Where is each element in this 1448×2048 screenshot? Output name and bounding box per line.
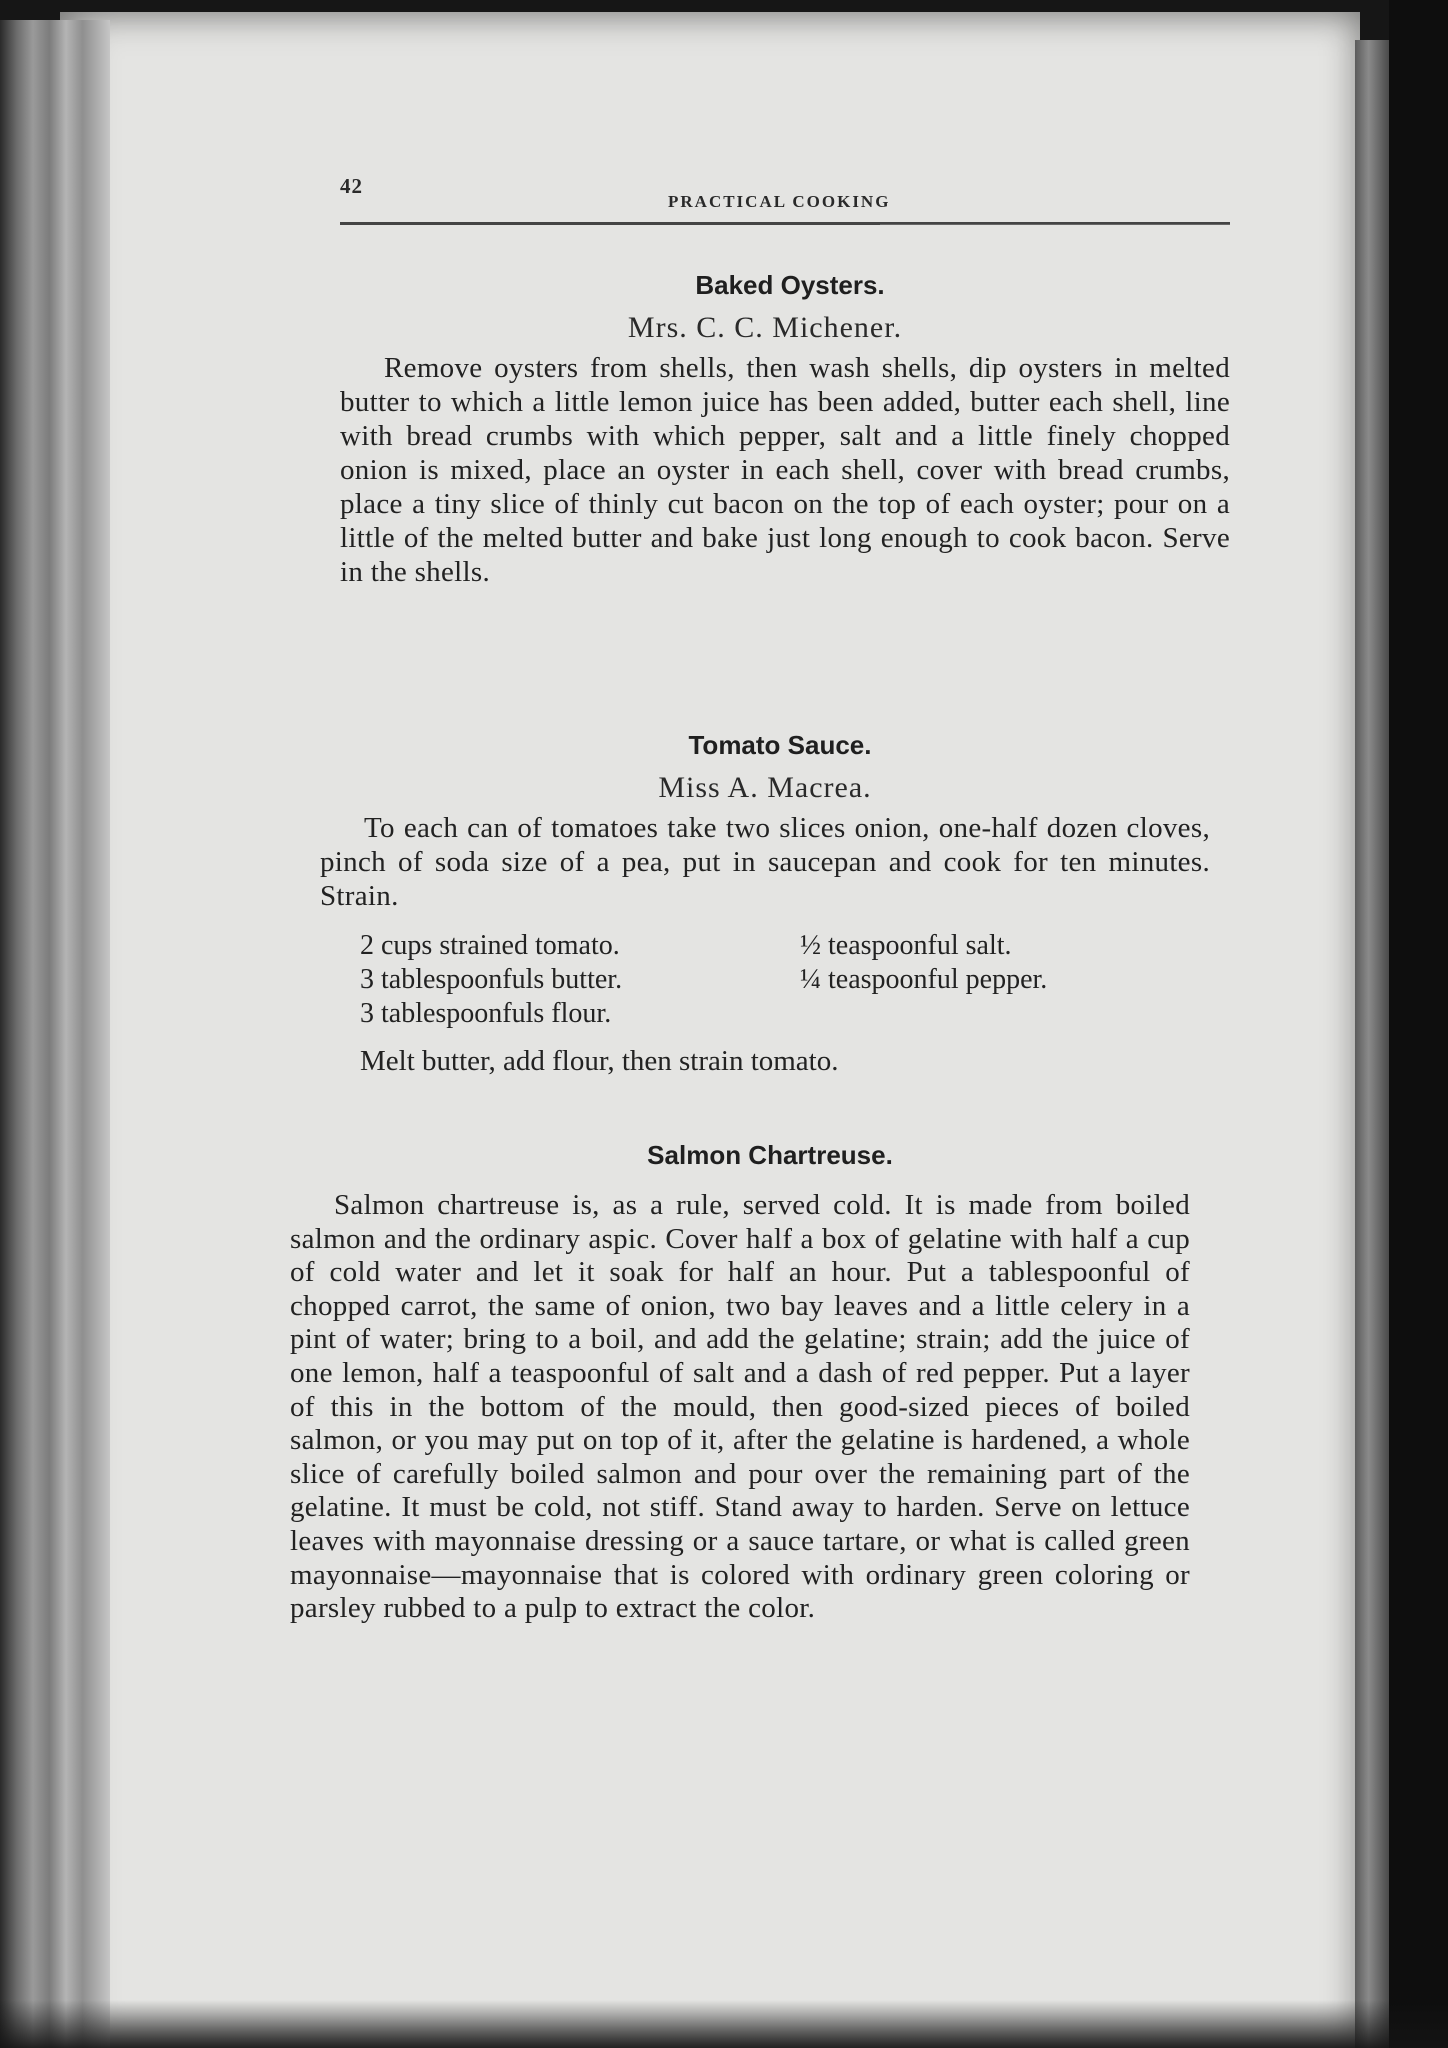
recipe-baked-oysters xyxy=(300,270,1230,589)
page-number: 42 xyxy=(340,174,363,198)
recipe-method: Melt butter, add flour, then strain tomato. xyxy=(360,1045,839,1077)
ingredient-item: 3 tablespoonfuls butter. xyxy=(360,964,623,995)
recipe-title: Salmon Chartreuse. xyxy=(647,1140,893,1170)
ingredient-list xyxy=(360,929,1230,1033)
ingredient-column-left xyxy=(360,929,790,1031)
recipe-title: Baked Oysters. xyxy=(695,270,885,300)
page-fore-edge xyxy=(0,20,110,2048)
recipe-body: Salmon chartreuse is, as a rule, served cold. It is made from boiled salmon and the ordinary aspic. Cover half a box of gelatine with half a cup of cold water and let it soak for half an hour. Put a tablespoonful of chopped carrot, the same of onion, two bay leaves and a little celery in a pint of water; bring to a boil, and add the gelatine; strain; add the juice of one lemon, half a teaspoonful of salt and a dash of red pepper. Put a layer of this in the bottom of the mould, then good-sized pieces of boiled salmon, or you may put on top of it, after the gelatine is hardened, a whole slice of carefully boiled salmon and pour over the remaining part of the gelatine. It must be cold, not stiff. Stand away to harden. Serve on lettuce leaves with mayonnaise dressing or a sauce tartare, or what is called green mayonnaise—mayonnaise that is colored with ordinary green coloring or parsley rubbed to a pulp to extract the color. xyxy=(290,1189,1190,1625)
recipe-body: Remove oysters from shells, then wash shells, dip oysters in melted butter to which a little lemon juice has been added, butter each shell, line with bread crumbs with which pepper, salt and a little finely chopped onion is mixed, place an oyster in each shell, cover with bread crumbs, place a tiny slice of thinly cut bacon on the top of each oyster; pour on a little of the melted butter and bake just long enough to cook bacon. Serve in the shells. xyxy=(340,352,1230,588)
running-head xyxy=(300,160,1230,220)
recipe-tomato-sauce xyxy=(300,730,1230,1078)
header-rule-thin xyxy=(880,224,1230,225)
book-gutter xyxy=(1355,40,1389,2048)
page-content xyxy=(290,160,1230,1625)
recipe-author: Miss A. Macrea. xyxy=(658,771,872,804)
ingredient-item: ½ teaspoonful salt. xyxy=(800,930,1012,961)
running-head-title: PRACTICAL COOKING xyxy=(668,192,891,211)
recipe-salmon-chartreuse xyxy=(290,1140,1230,1626)
ingredient-item: 3 tablespoonfuls flour. xyxy=(360,998,612,1029)
scan-margin xyxy=(1389,0,1448,2048)
scan-bottom-shadow xyxy=(0,2000,1448,2048)
ingredient-item: ¼ teaspoonful pepper. xyxy=(800,964,1048,995)
recipe-author: Mrs. C. C. Michener. xyxy=(627,311,903,344)
recipe-body: To each can of tomatoes take two slices onion, one-half dozen cloves, pinch of soda size of a pea, put in saucepan and cook for ten minutes. Strain. xyxy=(320,812,1210,912)
ingredient-item: 2 cups strained tomato. xyxy=(360,930,620,961)
ingredient-column-right xyxy=(800,929,1200,997)
recipe-title: Tomato Sauce. xyxy=(688,730,872,760)
